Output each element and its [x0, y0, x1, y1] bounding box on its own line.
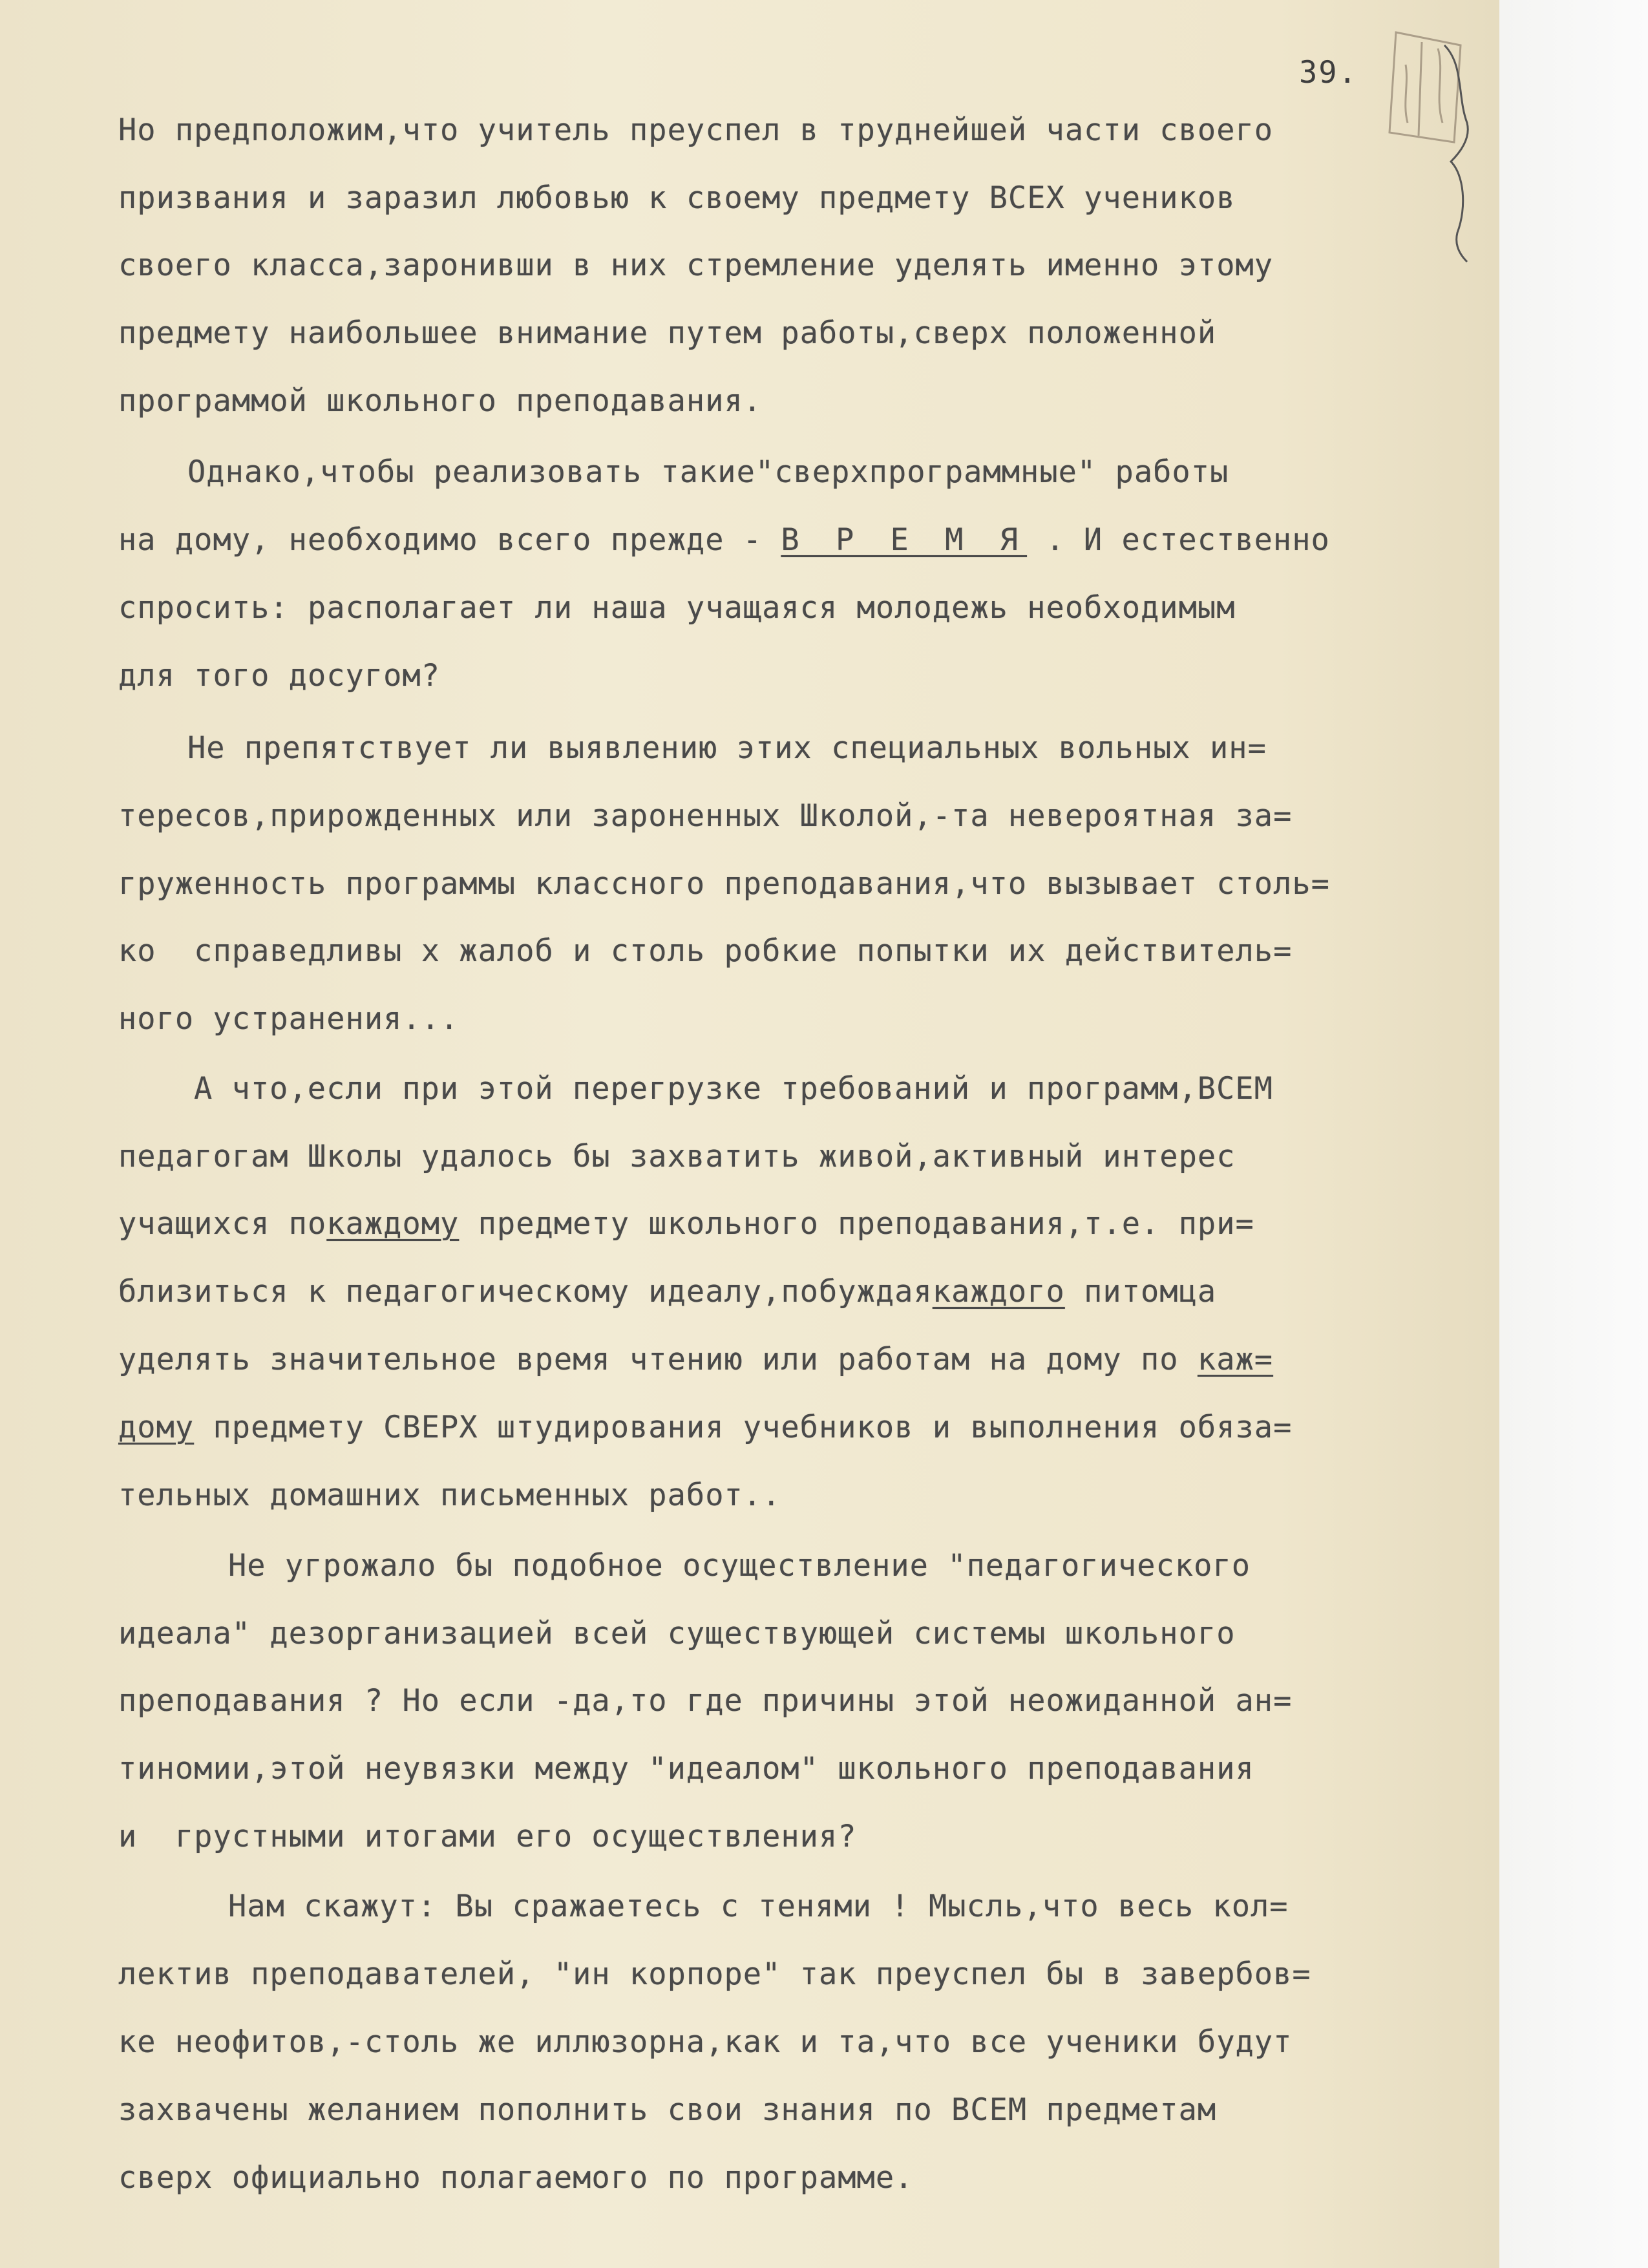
- text-line: тиномии,этой неувязки между "идеалом" школьного преподавания: [118, 1751, 1254, 1786]
- underlined-word: каждого: [932, 1274, 1065, 1309]
- text-line: [118, 1408, 1292, 1447]
- text-line: для того досугом?: [118, 658, 441, 694]
- text-segment: предмету СВЕРХ штудирования учебников и выполнения обяза=: [213, 1410, 1293, 1445]
- text-line: Не угрожало бы подобное осуществление "педагогического: [228, 1548, 1251, 1584]
- underlined-word: каждому: [326, 1206, 460, 1242]
- text-line: педагогам Школы удалось бы захватить живой,активный интерес: [118, 1139, 1236, 1174]
- text-line: ке неофитов,-столь же иллюзорна,как и та,что все ученики будут: [118, 2024, 1293, 2060]
- text-segment: на дому, необходимо всего прежде -: [118, 522, 763, 558]
- text-line: предмету наибольшее внимание путем работы,сверх положенной: [118, 315, 1217, 351]
- text-line: груженность программы классного преподавания,что вызывает столь=: [118, 866, 1330, 902]
- text-line: преподавания ? Но если -да,то где причины этой неожиданной ан=: [118, 1683, 1293, 1719]
- text-line: сверх официально полагаемого по программе.: [118, 2160, 914, 2196]
- underlined-word: каж=: [1197, 1342, 1274, 1377]
- page-number: 39.: [1299, 55, 1358, 90]
- text-segment: . И естественно: [1046, 522, 1330, 558]
- text-line: Нам скажут: Вы сражаетесь с тенями ! Мысль,что весь кол=: [228, 1889, 1289, 1924]
- text-line: ко справедливы х жалоб и столь робкие попытки их действитель=: [118, 933, 1293, 969]
- text-line: Однако,чтобы реализовать такие"сверхпрограммные" работы: [187, 454, 1229, 490]
- text-line: ного устранения...: [118, 1001, 460, 1037]
- text-line: [118, 1205, 1254, 1244]
- text-line: идеала" дезорганизацией всей существующей системы школьного: [118, 1616, 1236, 1651]
- text-line: тельных домашних письменных работ..: [118, 1478, 781, 1513]
- text-line: [118, 1273, 1216, 1311]
- text-segment: близиться к педагогическому идеалу,побуждая: [118, 1274, 933, 1309]
- text-line: [118, 521, 1330, 560]
- text-segment: предмету школьного преподавания,т.е. при=: [478, 1206, 1254, 1242]
- text-line: спросить: располагает ли наша учащаяся молодежь необходимым: [118, 590, 1236, 626]
- text-segment: учащихся по: [118, 1206, 327, 1242]
- text-line: программой школьного преподавания.: [118, 383, 763, 419]
- text-line: тересов,прирожденных или зароненных Школой,-та невероятная за=: [118, 798, 1293, 834]
- text-line: [118, 1341, 1273, 1379]
- text-line: А что,если при этой перегрузке требований и программ,ВСЕМ: [194, 1071, 1273, 1107]
- text-line: захвачены желанием пополнить свои знания по ВСЕМ предметам: [118, 2092, 1217, 2128]
- text-line: Не препятствует ли выявлению этих специальных вольных ин=: [187, 730, 1267, 766]
- underlined-word: дому: [118, 1410, 195, 1445]
- underlined-word: В Р Е М Я: [781, 522, 1028, 558]
- text-line: Но предположим,что учитель преуспел в труднейшей части своего: [118, 112, 1274, 148]
- text-segment: уделять значительное время чтению или работам на дому по: [118, 1342, 1179, 1377]
- text-line: своего класса,заронивши в них стремление уделять именно этому: [118, 248, 1274, 283]
- text-segment: питомца: [1084, 1274, 1217, 1309]
- margin-bracket-mark: [1438, 39, 1477, 265]
- text-line: призвания и заразил любовью к своему предмету ВСЕХ учеников: [118, 180, 1236, 216]
- scan-background: [1499, 0, 1648, 2268]
- text-line: и грустными итогами его осуществления?: [118, 1819, 857, 1854]
- text-line: лектив преподавателей, "ин корпоре" так преуспел бы в завербов=: [118, 1956, 1311, 1992]
